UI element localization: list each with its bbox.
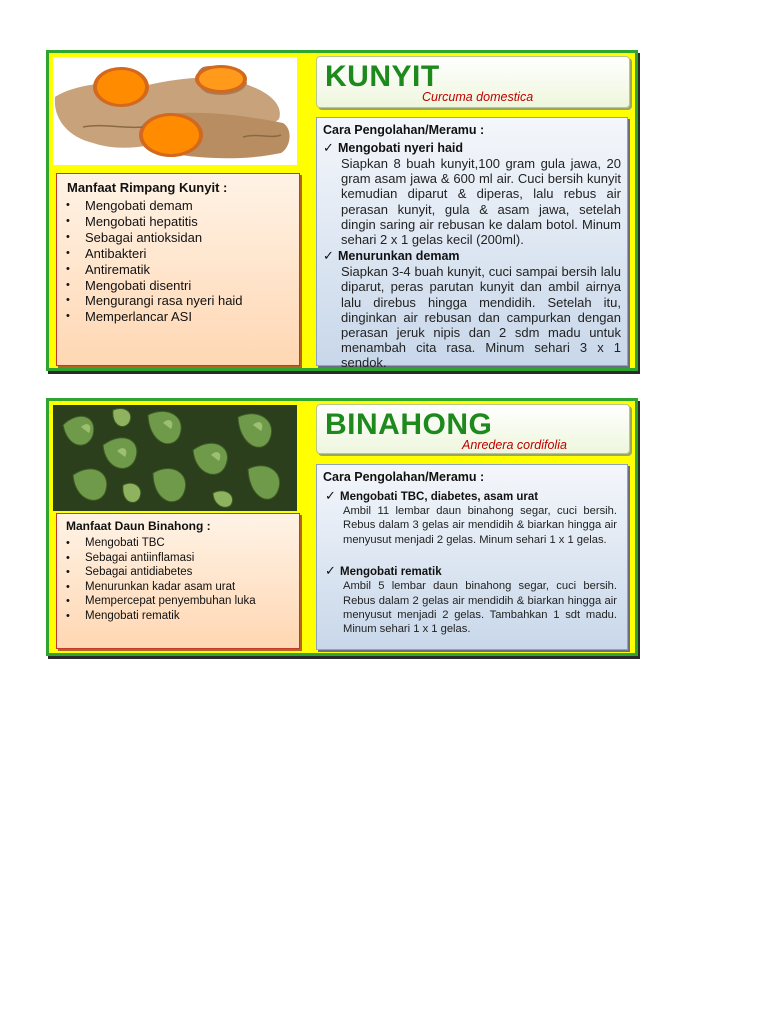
list-item: • Mengobati demam [85, 198, 299, 214]
checkmark-icon: ✓ [323, 140, 334, 155]
benefits-list [57, 198, 299, 325]
turmeric-root-image [53, 57, 297, 165]
kunyit-card [46, 50, 638, 371]
method-box [316, 117, 628, 371]
method-title: Cara Pengolahan/Meramu : [323, 470, 485, 484]
kunyit-title-box [316, 56, 630, 108]
list-item: • Menurunkan kadar asam urat [85, 580, 299, 595]
plant-name: KUNYIT [325, 60, 440, 93]
method-item-text: Siapkan 8 buah kunyit,100 gram gula jawa, 20 gram asam jawa & 600 ml air. Cuci bersih kunyit kemudian diparut & diperas, lalu rebus air perasan kunyit, gula & asam jawa, setelah dingin saring air rebusan ke dalam botol. Minum sehari 2 x 1 gelas kecil (200ml). [341, 156, 621, 248]
method-item-title: ✓ Mengobati TBC, diabetes, asam urat [325, 488, 539, 503]
binahong-card [46, 398, 638, 656]
method-item-title: ✓ Mengobati rematik [325, 563, 442, 579]
benefits-title: Manfaat Daun Binahong : [66, 519, 211, 533]
checkmark-icon: ✓ [325, 563, 336, 579]
list-item: • Mengobati disentri [85, 278, 299, 294]
benefits-box [56, 173, 300, 366]
list-item: • Antirematik [85, 262, 299, 278]
method-title: Cara Pengolahan/Meramu : [323, 123, 485, 137]
benefits-box [56, 513, 300, 649]
benefits-title: Manfaat Rimpang Kunyit : [67, 180, 228, 195]
list-item: • Sebagai antiinflamasi [85, 551, 299, 566]
list-item: • Memperlancar ASI [85, 309, 299, 325]
binahong-leaves-image [53, 405, 297, 511]
method-item-title: ✓ Mengobati nyeri haid [323, 140, 464, 155]
checkmark-icon: ✓ [325, 488, 336, 503]
benefits-list [57, 536, 299, 624]
list-item: • Mempercepat penyembuhan luka [85, 594, 299, 609]
method-item-title: ✓ Menurunkan demam [323, 248, 460, 264]
list-item: • Mengobati hepatitis [85, 214, 299, 230]
method-item-text: Siapkan 3-4 buah kunyit, cuci sampai bersih lalu diparut, peras parutan kunyit dan ambil airnya lalu direbus hingga mendidih. Setelah itu, dinginkan air rebusan dan campurkan dengan perasan jeruk nipis dan 2 sdm madu untuk menambah cita rasa. Minum sehari 3 x 1 sendok. [341, 264, 621, 371]
scientific-name: Curcuma domestica [422, 90, 534, 104]
list-item: • Mengurangi rasa nyeri haid [85, 293, 299, 309]
list-item: • Mengobati TBC [85, 536, 299, 551]
scientific-name: Anredera cordifolia [462, 438, 567, 452]
list-item: • Mengobati rematik [85, 609, 299, 624]
list-item: • Sebagai antidiabetes [85, 565, 299, 580]
method-box [316, 464, 628, 650]
binahong-title-box [316, 404, 630, 454]
list-item: • Antibakteri [85, 246, 299, 262]
checkmark-icon: ✓ [323, 248, 334, 264]
method-item-text: Ambil 5 lembar daun binahong segar, cuci bersih. Rebus dalam 2 gelas air mendidih & biarkan hingga air menyusut menjadi 2 gelas. Tambahkan 1 sdt madu. Minum sehari 1 x 1 gelas. [343, 580, 617, 636]
method-item-text: Ambil 11 lembar daun binahong segar, cuci bersih. Rebus dalam 3 gelas air mendidih & biarkan hingga air menyusut menjadi 2 gelas. Minum sehari 1 x 1 gelas. [343, 505, 617, 546]
plant-name: BINAHONG [325, 408, 493, 441]
list-item: • Sebagai antioksidan [85, 230, 299, 246]
